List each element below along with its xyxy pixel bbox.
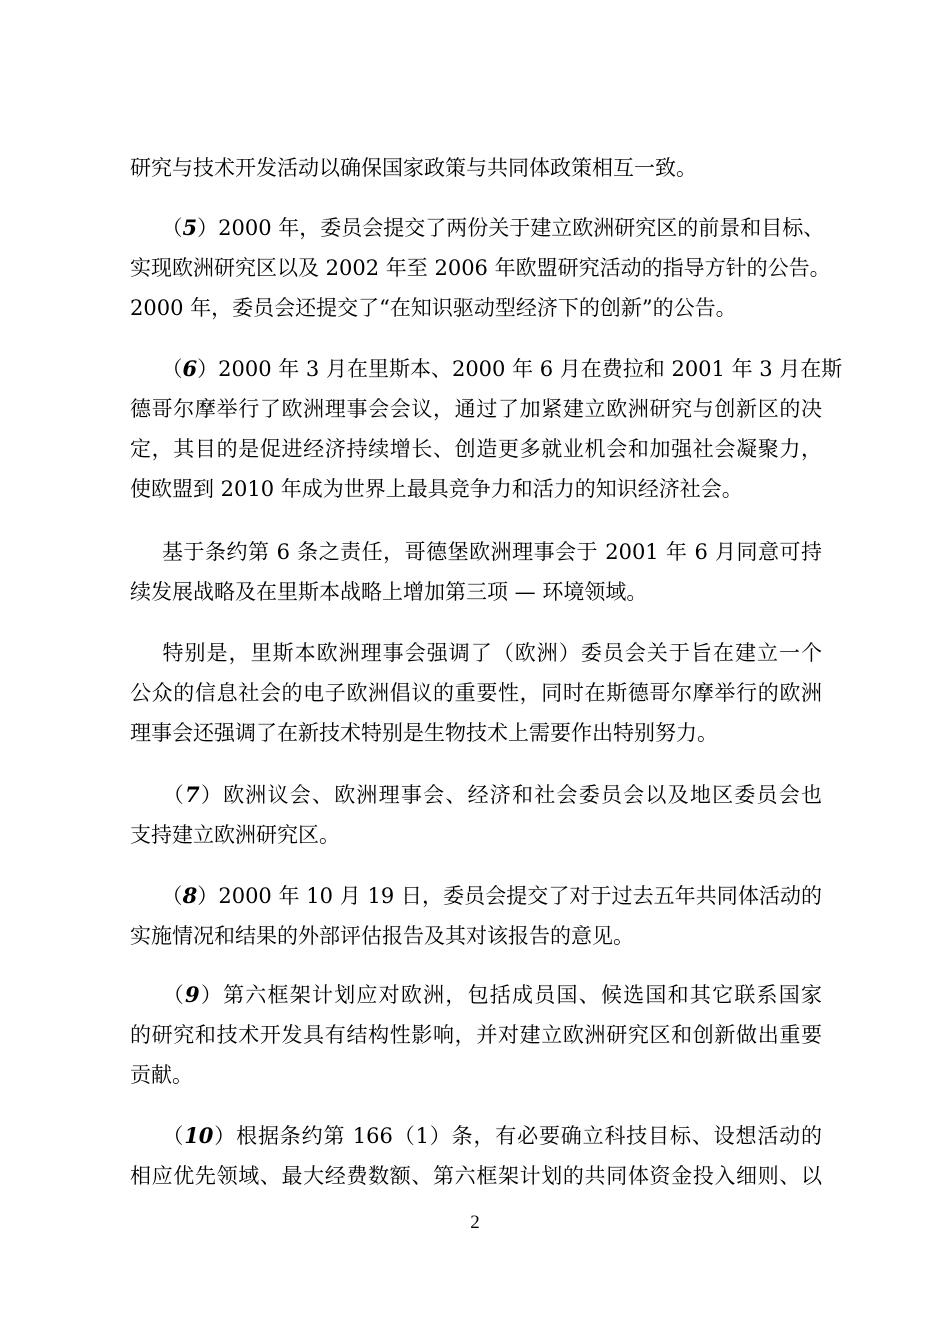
paragraph-number: 10	[184, 1123, 214, 1148]
text-segment: 根据条约第 166（1）条，有必要确立科技目标、设想活动的	[236, 1124, 823, 1148]
text-segment: 欧洲议会、欧洲理事会、经济和社会委员会以及地区委员会也	[223, 783, 823, 807]
paragraph-8	[130, 876, 822, 956]
paragraph-7	[130, 775, 822, 855]
text-line: （10）根据条约第 166（1）条，有必要确立科技目标、设想活动的	[130, 1123, 823, 1148]
text-segment: 第六框架计划应对欧洲，包括成员国、候选国和其它联系国家	[223, 983, 823, 1007]
paragraph-9	[130, 975, 822, 1095]
paragraph-number: 5	[182, 215, 198, 240]
text-line: （8）2000 年 10 月 19 日，委员会提交了对于过去五年共同体活动的	[130, 883, 822, 908]
text-line: 公众的信息社会的电子欧洲倡议的重要性，同时在斯德哥尔摩举行的欧洲	[130, 681, 822, 705]
text-line: （7）欧洲议会、欧洲理事会、经济和社会委员会以及地区委员会也	[130, 782, 823, 807]
text-line: 的研究和技术开发具有结构性影响，并对建立欧洲研究区和创新做出重要	[130, 1023, 822, 1047]
text-segment: 基于条约第 6 条之责任，哥德堡欧洲理事会于 2001 年 6 月同意可持	[161, 540, 822, 564]
text-line: 2000 年，委员会还提交了“在知识驱动型经济下的创新”的公告。	[130, 296, 737, 320]
page-number: 2	[470, 1212, 480, 1233]
text-line	[130, 633, 822, 673]
text-segment: 2000 年 3 月在里斯本、2000 年 6 月在费拉和 2001 年 3 月在斯	[218, 357, 843, 381]
text-segment: 2000 年 10 月 19 日，委员会提交了对于过去五年共同体活动的	[218, 884, 822, 908]
text-line: 贡献。	[130, 1063, 193, 1087]
paragraph-lisbon	[130, 633, 822, 753]
text-segment: 特别是，里斯本欧洲理事会强调了（欧洲）委员会关于旨在建立一个	[161, 641, 822, 665]
paragraph-number: 6	[182, 356, 198, 381]
paragraph-5	[130, 208, 831, 328]
text-line: 研究与技术开发活动以确保国家政策与共同体政策相互一致。	[130, 156, 697, 180]
text-segment: 2000 年，委员会提交了两份关于建立欧洲研究区的前景和目标、	[218, 216, 825, 240]
text-line: （6）2000 年 3 月在里斯本、2000 年 6 月在费拉和 2001 年 3 月在斯	[130, 356, 843, 381]
text-line: 实施情况和结果的外部评估报告及其对该报告的意见。	[130, 924, 634, 948]
paragraph-number: 8	[182, 883, 198, 908]
text-line: 德哥尔摩举行了欧洲理事会会议，通过了加紧建立欧洲研究与创新区的决	[130, 397, 822, 421]
text-line: 使欧盟到 2010 年成为世界上最具竞争力和活力的知识经济社会。	[130, 477, 743, 501]
text-line: 定，其目的是促进经济持续增长、创造更多就业机会和加强社会凝聚力，	[130, 437, 822, 461]
paragraph-number: 9	[184, 982, 200, 1007]
text-line: （5）2000 年，委员会提交了两份关于建立欧洲研究区的前景和目标、	[130, 215, 825, 240]
text-line	[130, 532, 822, 572]
text-line: 相应优先领域、最大经费数额、第六框架计划的共同体资金投入细则、以	[130, 1164, 822, 1188]
text-line: 续发展战略及在里斯本战略上增加第三项 — 环境领域。	[130, 580, 648, 604]
text-line: （9）第六框架计划应对欧洲，包括成员国、候选国和其它联系国家	[130, 982, 823, 1007]
text-line: 实现欧洲研究区以及 2002 年至 2006 年欧盟研究活动的指导方针的公告。	[130, 256, 831, 280]
text-line: 支持建立欧洲研究区。	[130, 823, 340, 847]
paragraph-goteborg	[130, 532, 822, 612]
paragraph-10	[130, 1116, 822, 1196]
paragraph-continuation	[130, 148, 822, 188]
paragraph-6	[130, 349, 843, 509]
text-line: 理事会还强调了在新技术特别是生物技术上需要作出特别努力。	[130, 721, 718, 745]
paragraph-number: 7	[184, 782, 200, 807]
